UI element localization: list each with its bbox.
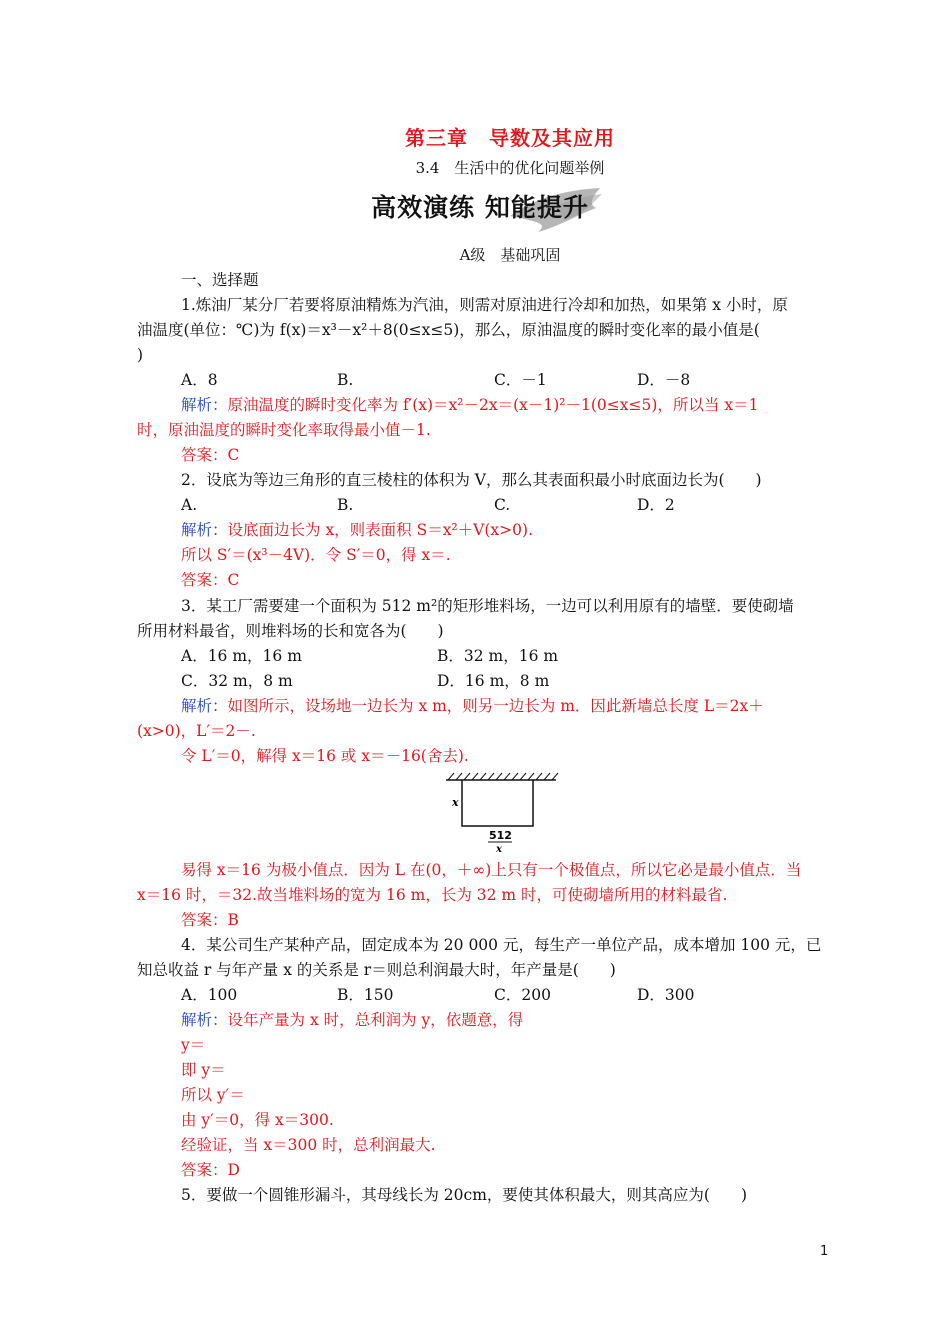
wall-rectangle-figure [446,770,566,860]
level-title: A级 基础巩固 [459,246,561,264]
diagram-denominator: x [496,844,502,855]
q4-solution-line4: 所以 y′＝ [181,1086,245,1104]
q3-solution-line5: x＝16 时，＝32.故当堆料场的宽为 16 m，长为 32 m 时，可使砌墙所用的材料最省. [137,886,728,904]
q3-option-b: B．32 m，16 m [437,647,559,665]
solution-label: 解析： [181,396,228,414]
q4-option-a: A．100 [181,986,238,1004]
solution-label: 解析： [181,697,228,715]
page-number: 1 [820,1244,829,1259]
solution-label: 解析： [181,1011,228,1029]
storage-yard-diagram [446,770,566,860]
diagram-numerator: 512 [489,829,512,842]
q2-solution-line1 [181,520,533,540]
q1-line3: ) [137,346,144,364]
q3-option-d: D．16 m，8 m [437,672,550,690]
q4-solution-line3: 即 y＝ [181,1061,226,1079]
q1-option-d: D．－8 [637,371,691,389]
solution-text: 原油温度的瞬时变化率为 f′(x)＝x²－2x＝(x－1)²－1(0≤x≤5)，所以当 x＝1 [227,396,759,414]
q1-solution-line1 [181,395,758,415]
q3-line1: 3．某工厂需要建一个面积为 512 m²的矩形堆料场，一边可以利用原有的墙壁．要使砌墙 [181,597,794,615]
q2-answer: 答案：C [181,571,240,589]
q1-option-b: B. [337,371,354,389]
section-title: 3.4 生活中的优化问题举例 [415,159,605,177]
q1-line2: 油温度(单位：℃)为 f(x)＝x³－x²＋8(0≤x≤5)，那么，原油温度的瞬时变化率的最小值是( [137,321,760,339]
solution-label: 解析： [181,521,228,539]
q4-option-c: C．200 [494,986,551,1004]
part-title: 一、选择题 [181,271,259,289]
q1-option-c: C．－1 [494,371,547,389]
q4-solution-line6: 经验证，当 x＝300 时，总利润最大. [181,1136,436,1154]
q3-option-a: A．16 m，16 m [181,647,302,665]
diagram-side-label: x [452,796,459,809]
q4-option-b: B．150 [337,986,394,1004]
q2-line1: 2．设底为等边三角形的直三棱柱的体积为 V，那么其表面积最小时底面边长为( ) [181,471,762,489]
q5-line1: 5．要做一个圆锥形漏斗，其母线长为 20cm，要使其体积最大，则其高应为( ) [181,1186,747,1204]
q4-solution-line5: 由 y′＝0，得 x＝300. [181,1111,334,1129]
q2-option-a: A. [181,496,198,514]
q2-option-d: D．2 [637,496,675,514]
q3-option-c: C．32 m，8 m [181,672,293,690]
banner-logo [360,186,610,234]
chapter-title: 第三章 导数及其应用 [405,126,615,150]
q4-solution-line1 [181,1010,523,1030]
q4-answer: 答案：D [181,1161,240,1179]
q4-option-d: D．300 [637,986,695,1004]
solution-text: 如图所示，设场地一边长为 x m，则另一边长为 m．因此新墙总长度 L＝2x＋ [227,697,764,715]
q2-option-c: C. [494,496,511,514]
q3-line2: 所用材料最省，则堆料场的长和宽各为( ) [137,622,444,640]
banner-text: 高效演练 知能提升 [371,193,589,222]
q3-answer: 答案：B [181,911,239,929]
q3-solution-line2: (x>0)，L′＝2－. [137,722,256,740]
q3-solution-line3: 令 L′＝0，解得 x＝16 或 x＝－16(舍去). [181,747,469,765]
solution-text: 设底面边长为 x，则表面积 S＝x²＋V(x>0). [227,521,533,539]
solution-text: 设年产量为 x 时，总利润为 y，依题意，得 [227,1011,524,1029]
q4-solution-line2: y＝ [181,1036,206,1054]
q2-option-b: B. [337,496,354,514]
q1-solution-line2: 时，原油温度的瞬时变化率取得最小值－1. [137,421,431,439]
q4-line1: 4．某公司生产某种产品，固定成本为 20 000 元，每生产一单位产品，成本增加 100 元，已 [181,936,822,954]
q3-solution-line1 [181,696,764,716]
q3-solution-line4: 易得 x＝16 为极小值点．因为 L 在(0，＋∞)上只有一个极值点，所以它必是最小值点．当 [181,861,802,879]
q1-option-a: A．8 [181,371,218,389]
q4-line2: 知总收益 r 与年产量 x 的关系是 r＝则总利润最大时，年产量是( ) [137,961,616,979]
q1-line1: 1.炼油厂某分厂若要将原油精炼为汽油，则需对原油进行冷却和加热，如果第 x 小时，原 [181,296,788,314]
q1-answer: 答案：C [181,446,240,464]
q2-solution-line2: 所以 S′＝(x³－4V)．令 S′＝0，得 x＝. [181,546,451,564]
